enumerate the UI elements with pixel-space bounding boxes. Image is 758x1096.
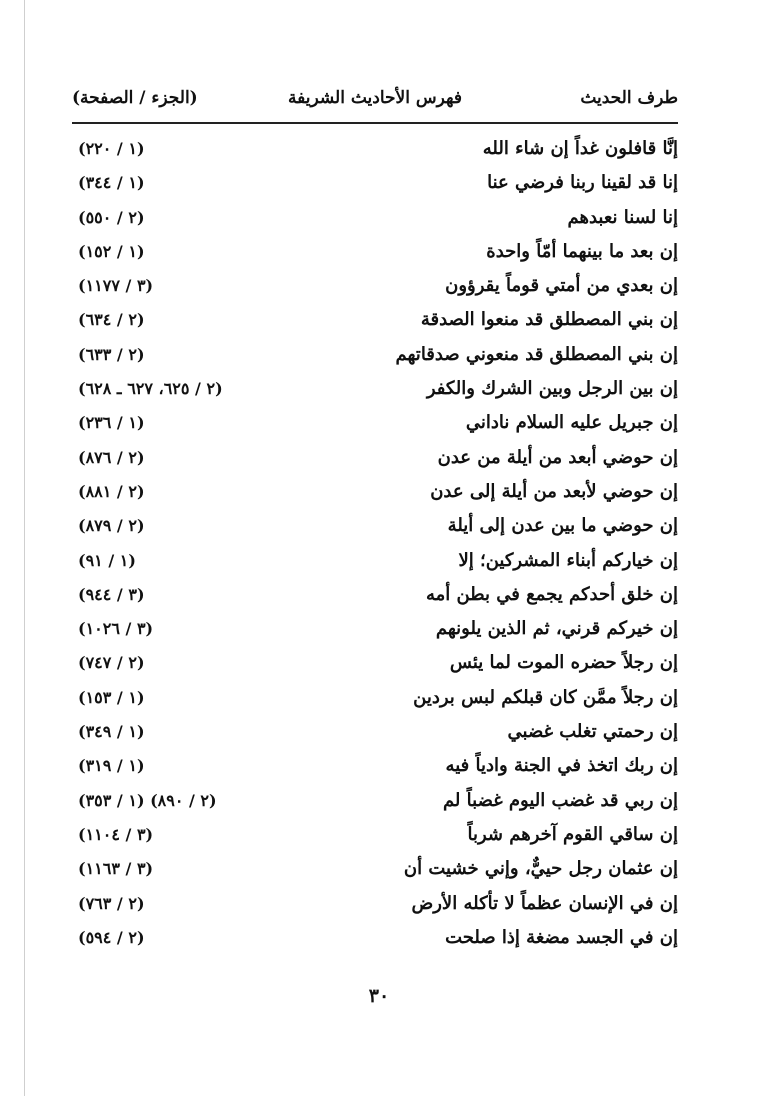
volume-page-reference: (١ / ٢٢٠) [78, 139, 145, 158]
hadith-text: إنا قد لقينا ربنا فرضي عنا [487, 172, 678, 194]
volume-page-reference: (١ / ٣٤٤) [78, 173, 145, 193]
hadith-text: إن رحمتي تغلب غضبي [507, 721, 678, 743]
list-item [72, 410, 678, 444]
list-item [72, 582, 678, 616]
hadith-text: إن رجلاً حضره الموت لما يئس [449, 652, 678, 674]
volume-page-reference: (١ / ٩١) [78, 550, 136, 570]
volume-page-reference: (٢ / ٥٥٠) [78, 207, 145, 227]
volume-page-reference: (٢ / ٨٧٩) [78, 516, 145, 536]
hadith-text: إن رجلاً ممَّن كان قبلكم لبس بردين [413, 686, 678, 708]
hadith-text: إن حوضي أبعد من أيلة من عدن [437, 446, 678, 468]
list-item [72, 822, 678, 856]
list-item [72, 548, 678, 582]
header-index-title: فهرس الأحاديث الشريفة [288, 88, 462, 108]
list-item [72, 170, 678, 204]
list-item [72, 445, 678, 479]
hadith-text: إن بين الرجل وبين الشرك والكفر [426, 378, 678, 400]
volume-page-reference: (٣ / ١٠٢٦) [78, 619, 154, 639]
list-item [72, 753, 678, 787]
volume-page-reference: (١ / ٣١٩) [78, 756, 145, 776]
volume-page-reference: (٢ / ٦٣٤) [78, 310, 145, 330]
volume-page-reference: (١ / ١٥٣) [78, 687, 145, 707]
list-item [72, 616, 678, 650]
list-item [72, 239, 678, 273]
list-item [72, 376, 678, 410]
volume-page-reference: (٣ / ١١٧٧) [78, 276, 154, 296]
volume-page-reference: (٢ / ٧٤٧) [78, 653, 145, 673]
hadith-text: إن عثمان رجل حييٌّ، وإني خشيت أن [403, 858, 678, 880]
list-item [72, 342, 678, 376]
hadith-text: إن حوضي لأبعد من أيلة إلى عدن [430, 480, 678, 502]
hadith-text: إن ربك اتخذ في الجنة وادياً فيه [445, 755, 678, 777]
list-item [72, 891, 678, 925]
list-item [72, 856, 678, 890]
list-item [72, 307, 678, 341]
volume-page-reference: (٢ / ٦٣٣) [78, 344, 145, 364]
list-item [72, 136, 678, 170]
margin-line [24, 0, 25, 1096]
volume-page-reference: (٢ / ٨٨١) [78, 481, 145, 501]
volume-page-reference: (٣ / ١١٦٣) [78, 859, 154, 879]
list-item [72, 685, 678, 719]
hadith-text: إن بعد ما بينهما أمّاً واحدة [486, 240, 678, 262]
list-item [72, 788, 678, 822]
hadith-text: إنا لسنا نعبدهم [567, 206, 678, 228]
header-rule [72, 122, 678, 124]
page-number: ٣٠ [368, 985, 390, 1007]
hadith-text: إن بعدي من أمتي قوماً يقرؤون [445, 275, 678, 297]
header-hadith-title: طرف الحديث [580, 88, 678, 108]
list-item [72, 925, 678, 959]
volume-page-reference: (١ / ٣٥٣) (٢ / ٨٩٠) [78, 790, 217, 810]
list-item [72, 205, 678, 239]
volume-page-reference: (٣ / ١١٠٤) [78, 824, 154, 844]
volume-page-reference: (١ / ٣٤٩) [78, 722, 145, 742]
list-item [72, 719, 678, 753]
hadith-text: إن ربي قد غضب اليوم غضباً لم [442, 789, 678, 811]
list-item [72, 273, 678, 307]
hadith-text: إن جبريل عليه السلام ناداني [465, 412, 678, 434]
hadith-text: إن في الجسد مضغة إذا صلحت [445, 926, 678, 948]
hadith-text: إن خياركم أبناء المشركين؛ إلا [458, 549, 678, 571]
hadith-text: إن ساقي القوم آخرهم شرباً [467, 823, 678, 845]
volume-page-reference: (٢ / ٨٧٦) [78, 447, 145, 467]
hadith-text: إن حوضي ما بين عدن إلى أيلة [447, 515, 678, 537]
list-item [72, 479, 678, 513]
list-item [72, 513, 678, 547]
volume-page-reference: (٢ / ٦٢٥، ٦٢٧ ـ ٦٢٨) [78, 379, 223, 399]
hadith-text: إن في الإنسان عظماً لا تأكله الأرض [411, 892, 678, 914]
hadith-text: إن بني المصطلق قد منعوا الصدقة [420, 309, 678, 331]
hadith-text: إن خلق أحدكم يجمع في بطن أمه [425, 583, 678, 605]
hadith-text: إنَّا قافلون غداً إن شاء الله [482, 138, 678, 159]
page-header [72, 88, 678, 114]
volume-page-reference: (١ / ١٥٢) [78, 241, 145, 261]
list-item [72, 650, 678, 684]
volume-page-reference: (٢ / ٥٩٤) [78, 927, 145, 947]
hadith-index-list [72, 136, 678, 959]
volume-page-reference: (٢ / ٧٦٣) [78, 893, 145, 913]
hadith-text: إن خيركم قرني، ثم الذين يلونهم [435, 618, 678, 640]
volume-page-reference: (١ / ٢٣٦) [78, 413, 145, 433]
volume-page-reference: (٣ / ٩٤٤) [78, 584, 145, 604]
hadith-text: إن بني المصطلق قد منعوني صدقاتهم [395, 343, 678, 365]
header-volume-page-title: (الجزء / الصفحة) [72, 88, 198, 108]
